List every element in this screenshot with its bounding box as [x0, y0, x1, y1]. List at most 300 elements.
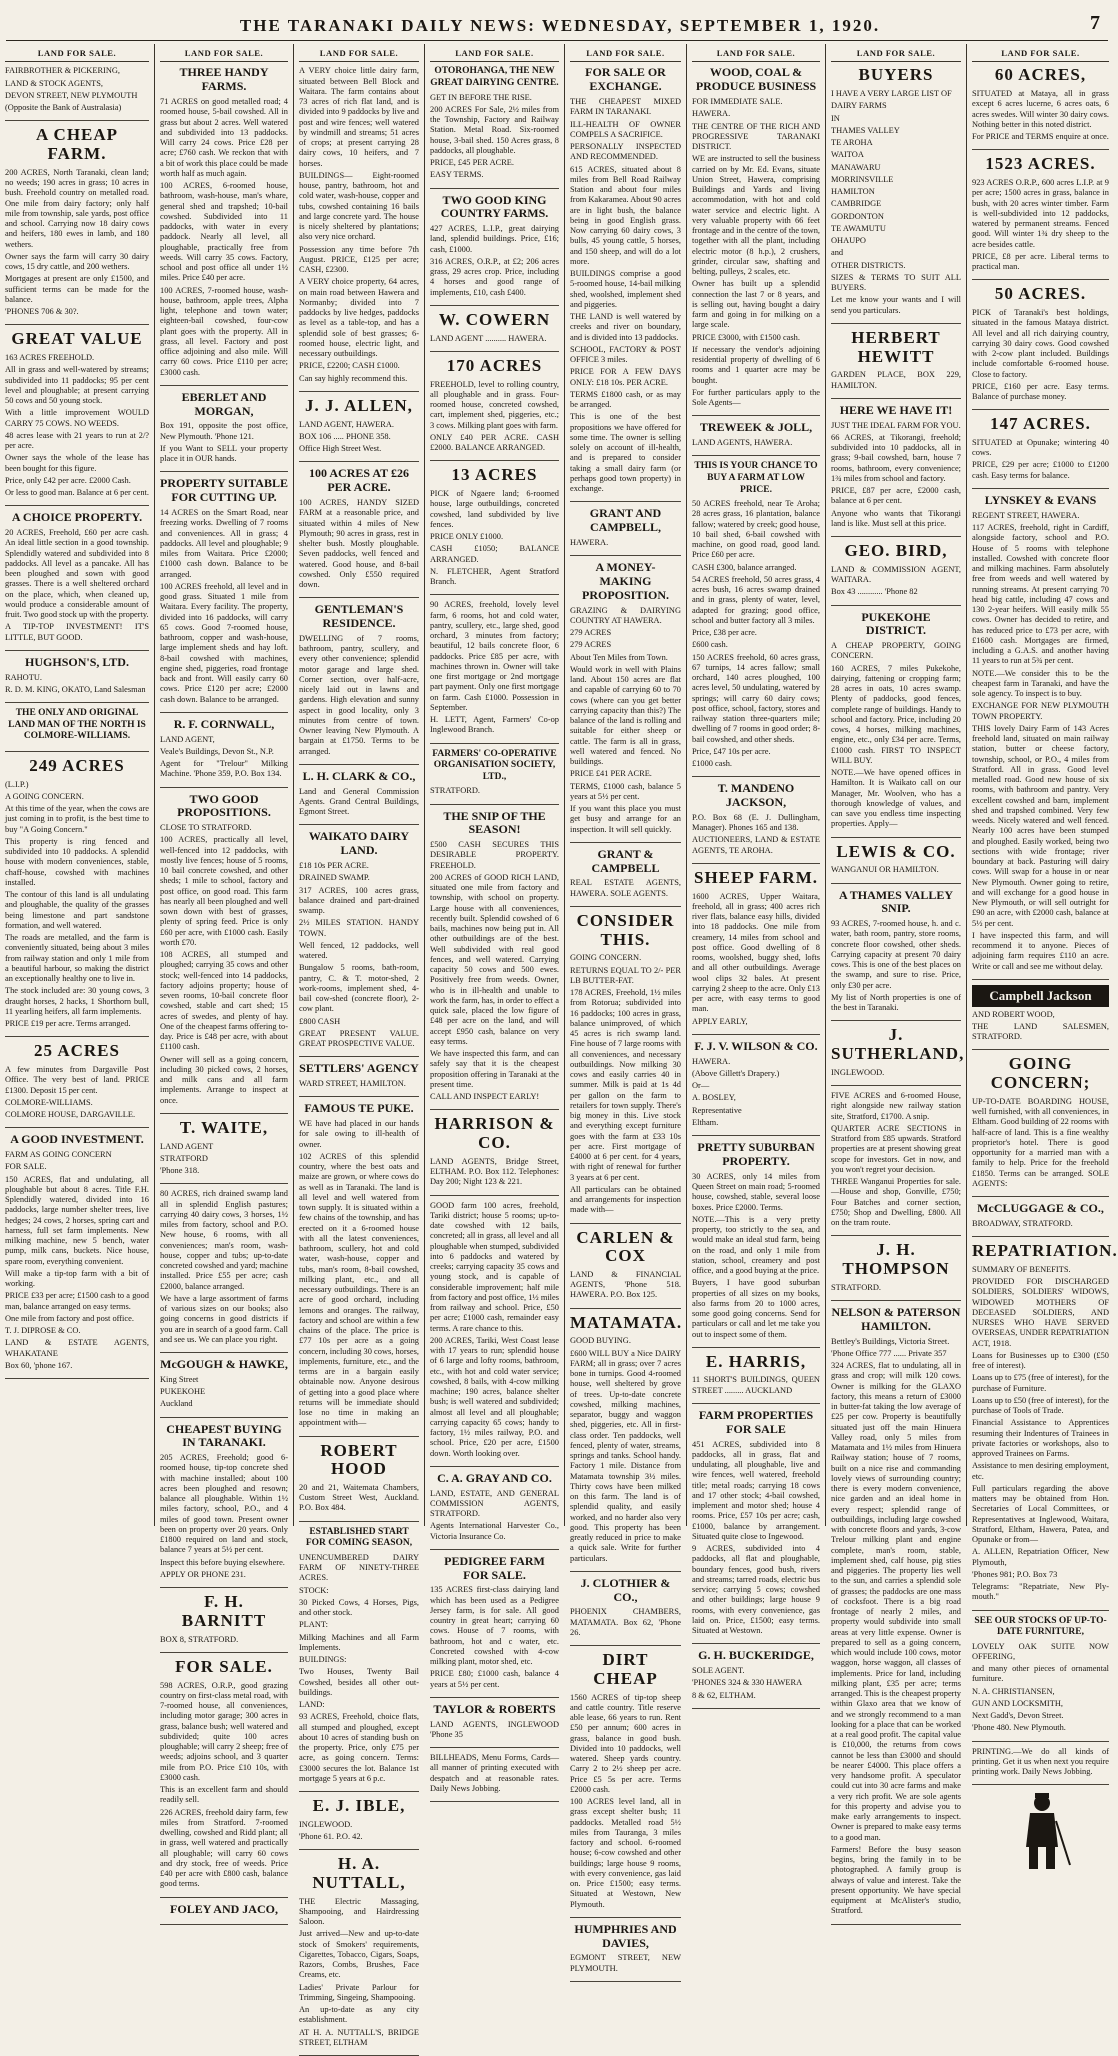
- ad-line: 20 ACRES, Freehold, £60 per acre cash. An ideal little section in a good township. Splendidly watered and subdivided into 8 paddocks. All level as a pancake. All has been ploughed and sown with good grasses. There is a well sheltered orchard on the place, which, when cleaned up, would produce a considerable amount of fruit. Two good stock up with the property.: [5, 528, 149, 620]
- ad-line: UP-TO-DATE BOARDING HOUSE, well furnished, with all conveniences, in Eltham. Good building of 22 rooms with half-acre of land. This is a fine wealthy proprietor's hotel. There is good opportunity for a married man with a family to help. Price for the freehold £1850. Terms can be arranged. SOLE AGENTS:: [972, 1096, 1109, 1188]
- ad-title: A THAMES VALLEY SNIP.: [838, 887, 954, 916]
- advertisement: [430, 1753, 559, 1802]
- ad-line: 205 ACRES, Freehold; good 6-roomed house, tip-top concrete shed with machine installed; about 100 acres been ploughed and resown; balance all ploughable. Within 1½ miles factory, school, P.O., and 4 miles of good town. Present owner been on property over 20 years. Only £1800 required on land and stock, balance 7 years at 5½ per cent.: [160, 1453, 288, 1555]
- ad-line: PRICE, £160 per acre. Easy terms. Balance of purchase money.: [972, 381, 1109, 402]
- ad-line: THE LAND SALESMEN, STRATFORD.: [972, 1021, 1109, 1042]
- ad-title: THREE HANDY FARMS.: [179, 65, 269, 94]
- ad-line: APPLY OR PHONE 231.: [160, 1569, 246, 1579]
- ad-line: COLMORE HOUSE, DARGAVILLE.: [5, 1110, 136, 1119]
- ad-line: 150 ACRES, flat and undulating, all ploughable but about 8 acres. Title F.H. Splendidly watered, divided into 16 paddocks, large number shelter trees, live hedges; 24 cows, 2 horses, spring cart and harness, full set farm implements. New milking machine, new 5 bench, water pump, milk cans, buckets. Nice house, spare room, everything convenient.: [5, 1174, 149, 1266]
- advertisement: [160, 1593, 288, 1653]
- ad-line: THE Electric Massaging, Shampooing, and Hairdressing Saloon.: [299, 1896, 419, 1927]
- ad-line: DAIRY FARMS: [831, 101, 887, 111]
- advertisement: [5, 708, 149, 752]
- ad-line: Let me know your wants and I will send you particulars.: [831, 295, 961, 315]
- ad-line: and many other pieces of ornamental furniture.: [972, 1664, 1109, 1684]
- ad-line: HAWERA.: [692, 1056, 731, 1066]
- column-heading: LAND FOR SALE.: [430, 44, 559, 62]
- ad-line: PUKEKOHE: [160, 1387, 206, 1397]
- ad-list: [972, 65, 1118, 1785]
- ad-title: THIS IS YOUR CHANCE TO BUY A FARM AT LOW PRICE.: [694, 461, 818, 495]
- ad-line: NOTE.—We have opened offices in Hamilton. It is Waikato call on our Manager, Mr. Woolven, who has a thorough knowledge of values, and can save you endless time inspecting properties. Apply—: [831, 768, 961, 829]
- ad-line: ILL-HEALTH OF OWNER COMPELS A SACRIFICE.: [570, 119, 681, 139]
- advertisement: [299, 603, 419, 765]
- ad-title: R. F. CORNWALL,: [173, 716, 275, 731]
- ad-line: MANAWARU: [831, 162, 881, 172]
- ad-line: Bettley's Buildings, Victoria Street.: [831, 1336, 950, 1346]
- ad-line: 100 ACRES level land, all in grass except shelter bush; 11 paddocks. Metalled road 5½ miles from Tauranga, 3 miles factory and school. 6-roomed house; 6-cow cowshed and other buildings; large house 9 rooms, with every convenience, gas laid on. Price £1500; easy terms. Situated at Westown, New Plymouth.: [570, 1797, 681, 1909]
- ad-title: C. A. GRAY AND CO.: [437, 1470, 552, 1485]
- ad-line: LAND & STOCK AGENTS,: [5, 78, 104, 88]
- ad-title: J. H. THOMPSON: [842, 1240, 950, 1278]
- ad-title: PRETTY SUBURBAN PROPERTY.: [697, 1140, 815, 1168]
- ad-line: Price, £38 per acre.: [692, 628, 757, 638]
- column-5: [565, 44, 687, 1973]
- ad-line: Owner says the whole of the lease has been bought for this figure.: [5, 453, 149, 473]
- advertisement: [160, 66, 288, 385]
- ad-title: GREAT VALUE: [11, 329, 143, 349]
- ad-line: N. FLETCHER, Agent Stratford Branch.: [430, 566, 559, 587]
- ad-line: BOX 8, STRATFORD.: [160, 1634, 239, 1644]
- ad-line: EXCHANGE FOR NEW PLYMOUTH TOWN PROPERTY.: [972, 701, 1109, 721]
- ad-line: Mortgages at present are only £1500, and sufficient terms can be made for the balance.: [5, 274, 149, 304]
- ad-line: 'Phone 480. New Plymouth.: [972, 1723, 1066, 1733]
- ad-line: H. LETT, Agent, Farmers' Co-op Inglewood Branch.: [430, 715, 559, 735]
- advertisement: [570, 848, 681, 907]
- ad-line: 14 ACRES on the Smart Road, near freezing works. Dwelling of 7 rooms and conveniences. All in grass; 4 paddocks. All level and ploughable; 9 miles from Waitara. Price £2000; £1000 cash down. Balance to be arranged.: [160, 508, 288, 579]
- ad-title: FOLEY AND JACO,: [170, 1901, 278, 1916]
- advertisement: [972, 985, 1109, 1051]
- ad-line: A. ALLEN, Repatriation Officer, New Plymouth,: [972, 1547, 1109, 1567]
- ad-line: GRAZING & DAIRYING COUNTRY AT HAWERA.: [570, 605, 681, 625]
- ad-line: Anyone who wants that Tikorangi land is like. Must sell at this price.: [831, 508, 961, 528]
- ad-title: HUGHSON'S, LTD.: [25, 654, 129, 669]
- ad-line: Office High Street West.: [299, 444, 382, 454]
- advertisement: [972, 415, 1109, 489]
- ad-line: GREAT PRESENT VALUE. GREAT PROSPECTIVE VALUE.: [299, 1028, 419, 1048]
- ad-line: PERSONALLY INSPECTED AND RECOMMENDED.: [570, 142, 681, 162]
- ad-line: SOLE AGENT.: [692, 1666, 745, 1676]
- ad-line: DWELLING of 7 rooms, bathroom, pantry, scullery, and every other convenience; splendid motor garage and large shed. Corner section, over half-acre, nicely laid out in lawns and gardens. High elevation and sunny aspect in good locality, only 3 minutes from centre of town. Owner leaving New Plymouth. A bargain at £1750. Terms to be arranged.: [299, 633, 419, 756]
- ad-line: Loans up to £50 (free of interest), for the purchase of Tools of Trade.: [972, 1395, 1109, 1415]
- advertisement: [692, 461, 820, 777]
- ad-line: All in grass and well-watered by streams; subdivided into 11 paddocks; 95 per cent level and ploughable; at present carrying 50 cows and 50 young stock.: [5, 365, 149, 406]
- ad-line: GORDONTON: [831, 211, 884, 221]
- gentleman-illustration: [1002, 1791, 1080, 1873]
- ad-title: H. A. NUTTALL,: [312, 1854, 406, 1892]
- ad-line: A TIP-TOP INVESTMENT! IT'S LITTLE, BUT GOOD.: [5, 622, 149, 642]
- advertisement: [570, 1923, 681, 1982]
- ad-line: BOX 106 ..... PHONE 358.: [299, 431, 391, 441]
- ad-line: About Ten Miles from Town.: [570, 652, 668, 662]
- advertisement: [5, 126, 149, 325]
- ad-line: 20 and 21, Waitemata Chambers, Custom Street West, Auckland. P.O. Box 484.: [299, 1482, 419, 1513]
- ad-title: CARLEN & COX: [576, 1227, 675, 1266]
- ad-title: HARRISON & CO.: [434, 1114, 555, 1153]
- ad-line: Owner says the farm will carry 30 dairy cows, 15 dry cattle, and 200 wethers.: [5, 251, 149, 272]
- ad-line: PICK of Ngaere land; 6-roomed house, large outbuildings, concreted cowshed, land subdivided by live fences.: [430, 489, 559, 529]
- ad-title: E. HARRIS,: [705, 1351, 807, 1371]
- ad-line: 200 ACRES, North Taranaki, clean land; no weeds; 190 acres in grass; 10 acres in bush. Freehold country on metalled road. One mile from dairy factory; only half mile from township, sale yards, post office and school. Carrying now 18 dairy cows and heifers, 180 ewes in lamb, and 180 wethers.: [5, 167, 149, 249]
- ad-title: 1523 ACRES.: [985, 154, 1096, 174]
- ad-line: Loans for Businesses up to £300 (£50 free of interest).: [972, 1350, 1109, 1370]
- advertisement: [972, 494, 1109, 980]
- ad-line: HAWERA.: [570, 537, 609, 547]
- ad-line: 100 ACRES freehold, all level and in good grass. Situated 1 mile from Waitara. Every facility. The property, divided into 16 paddocks, will carry 65 cows. Good 7-roomed house, bathroom, copper and wash-house, large implement sheds and hay loft. 8-bail cowshed with machines, engine shed, piggeries, road frontage back and front. Will easily carry 60 cows. Price £120 per acre; £2000 cash down. Balance to be arranged.: [160, 581, 288, 704]
- advertisement: [299, 1062, 419, 1097]
- ad-line: This is an excellent farm and should readily sell.: [160, 1785, 288, 1805]
- advertisement: [972, 1747, 1109, 1786]
- ad-line: DRAINED SWAMP.: [299, 873, 370, 883]
- ad-line: NOTE.—We consider this to be the cheapest farm in Taranaki, and have the sole agency. To inspect is to buy.: [972, 668, 1109, 699]
- advertisement: [831, 329, 961, 399]
- ad-line: Farmers! Before the busy season begins, bring the family in to be photographed. A family group is always of value and interest. Take the present opportunity. We have special equipment at McAlister's studio, Stratford.: [831, 1844, 961, 1916]
- ad-line: P.O. Box 68 (E. J. Dullingham, Manager). Phones 165 and 138.: [692, 812, 820, 833]
- ad-line: PRICE £3000, with £1500 cash.: [692, 332, 800, 342]
- advertisement: [299, 397, 419, 462]
- column-1: [0, 44, 155, 1526]
- ad-title: F. J. V. WILSON & CO.: [694, 1038, 818, 1053]
- advertisement: [831, 611, 961, 838]
- ad-title: 147 ACRES.: [990, 414, 1091, 434]
- ad-line: 'Phone 61. P.O. 42.: [299, 1832, 363, 1842]
- ad-line: R. D. M. KING, OKATO, Land Salesman: [5, 684, 146, 694]
- ad-line: A VERY choice little dairy farm, situated between Bell Block and Waitara. The farm contains about 73 acres of rich flat land, and is divided into 9 paddocks by live and post and wire fences; well watered by windmill and streams; 51 acres of crops; at present carrying 28 dairy cows, 10 heifers, and 7 horses.: [299, 66, 419, 168]
- ad-line: SIZES & TERMS TO SUIT ALL BUYERS.: [831, 272, 961, 293]
- ad-line: THIS lovely Dairy Farm of 143 Acres freehold land, situated on main railway station, butter or cheese factory, township, school, or P.O., 4 miles from Stratford. All in grass. Good level metalled road. Good new house of six rooms, with bathroom and pantry. Very excellent cowshed and barn, implement shed and trapshed combined. Very few weeds. Nicely watered and well fenced. Nearly 100 acres have been stumped and ploughed. Easily worked, being two sections with wide frontage; river boundary at back. Pasturing will dairy cows. Will swap for a house in or near New Plymouth. Owner going to retire, and will exchange for a good house in New Plymouth, or will sell outright for £90 an acre, with £2000 cash, balance at 5½ per cent.: [972, 723, 1109, 928]
- ad-line: Well fenced, 12 paddocks, well watered.: [299, 940, 419, 960]
- ad-line: The stock included are: 30 young cows, 3 draught horses, 2 hacks, 1 Shorthorn bull, 11 yearling heifers, all farm implements.: [5, 986, 149, 1016]
- ad-line: PICK of Taranaki's best holdings, situated in the famous Mataya district. All level and all rich dairying country, carrying 30 dairy cows. Good cowshed with 2-cow plant included. Buildings include comfortable 6-roomed house. Close to factory.: [972, 308, 1109, 379]
- ad-line: 54 ACRES freehold, 50 acres grass, 4 acres bush, 16 acres swamp drained and in grass, plenty of water, level, adapted for grazing; good office, school and butter factory all 3 miles.: [692, 574, 820, 625]
- ad-line: Just arrived—New and up-to-date stock of Smokers' requirements, Cigarettes, Tobacco, Cigars, Soaps, Razors, Combs, Brushes, Face Creams, etc.: [299, 1929, 419, 1980]
- ad-line: BUILDINGS— Eight-roomed house, pantry, bathroom, hot and cold water, wash-house, copper and tubs, cowshed containing 16 bails and large concrete yard. The house is nicely sheltered by plantations; also very nice orchard.: [299, 170, 419, 242]
- ad-title: PEDIGREE FARM FOR SALE.: [444, 1553, 545, 1582]
- ad-line: 48 acres lease with 21 years to run at 2/? per acre.: [5, 430, 149, 451]
- advertisement: [160, 1119, 288, 1184]
- ad-title: THE SNIP OF THE SEASON!: [443, 808, 546, 837]
- ad-line: Box 191, opposite the post office, New Plymouth. 'Phone 121.: [160, 421, 288, 441]
- advertisement: [972, 66, 1109, 150]
- ad-line: CAMBRIDGE: [831, 199, 882, 209]
- advertisement: [570, 912, 681, 1224]
- column-heading: LAND FOR SALE.: [570, 44, 681, 62]
- advertisement: [430, 600, 559, 743]
- ad-line: 324 ACRES, flat to undulating, all in grass and crop; will milk 120 cows. Owner is milking for the GLAXO factory, this means a return of £3000 in butter-fat taking the low average of £25 per cow. Property is beautifully situated just off the main Hinuera Valley road, only 5 miles from Matamata and 1½ miles from Hinuera Railway station; house of 7 rooms, built on a nice rise and commanding lovely views of surrounding country; there is every modern convenience, nice garden and an ideal home in every respect; splendid range of outbuildings, including large cowshed with concrete floors and yards, 3-cow Trelour milking plant and engine complete, man's room, stable, implement shed, calf house, pig sties and piggeries. The property lies well to the sun, and carries a splendid sole of grasses; the paddocks are one mass of cocksfoot. There is a big road frontage of nearly 2 miles, and property would subdivide into small areas at very little expense. Owner is prepared to sell as a going concern, which would include 100 cows, motor waggon, horse waggon, all classes of implements. Price for land, including milking plant, £35 per acre; terms arranged. This is the cheapest property within Glaxo area that we know of and we strongly recommend to a man looking for a place that can be worked at a real good profit. The capital value is £10,000, the returns from cows cannot be less than £3000 and should be nearer £4000. This place offers a very handsome profit. A speculator could cut into 30 acre farms and make a very rich profit. We are sole agents for this property and advise you to make early arrangements to inspect. Owner is prepared to make easy terms to a good man.: [831, 1361, 961, 1842]
- ad-line: PRINTING.—We do all kinds of printing. Get it us when next you require printing work. Daily News Jobbing.: [972, 1746, 1109, 1777]
- ad-line: MORRINSVILLE: [831, 174, 894, 184]
- ad-line: ONLY £40 PER ACRE. CASH £2000. BALANCE ARRANGED.: [430, 432, 559, 453]
- ad-line: REGENT STREET, HAWERA.: [972, 510, 1080, 520]
- ad-title: FARMERS' CO-OPERATIVE ORGANISATION SOCIETY, LTD.,: [432, 748, 557, 782]
- ad-title: 249 ACRES: [29, 755, 125, 775]
- ad-line: LAND AGENTS, INGLEWOOD 'Phone 35: [430, 1719, 559, 1739]
- ad-list: [299, 66, 419, 2056]
- advertisement: [160, 1658, 288, 1898]
- ad-line: Representative: [692, 1105, 742, 1115]
- ad-title: REPATRIATION.: [972, 1241, 1118, 1261]
- ad-line: Owner has built up a splendid connection the last 7 or 8 years, and is selling out, having bought a dairy farm and going in for milking on a large scale.: [692, 279, 820, 330]
- ad-line: 30 Picked Cows, 4 Horses, Pigs, and other stock.: [299, 1597, 419, 1618]
- ad-title: MATAMATA.: [570, 1312, 683, 1332]
- advertisement: [972, 1241, 1118, 1610]
- ad-line: BROADWAY, STRATFORD.: [972, 1218, 1073, 1228]
- ad-line: (L.I.P.): [5, 779, 29, 789]
- ad-line: N. A. CHRISTIANSEN,: [972, 1686, 1055, 1696]
- ad-line: HAWERA.: [692, 109, 731, 119]
- ad-line: FREEHOLD, level to rolling country, all ploughable and in grass. Four-roomed house, concreted cowshed, cart, implement shed, piggeries, etc.; 3 cows. Milking plant goes with farm.: [430, 379, 559, 430]
- ad-line: INGLEWOOD.: [299, 1819, 353, 1829]
- ad-line: SITUATED at Opunake; wintering 40 cows.: [972, 437, 1109, 458]
- ad-line: Veale's Buildings, Devon St., N.P.: [160, 746, 274, 756]
- ad-title: J. CLOTHIER & CO.,: [580, 1575, 671, 1604]
- ad-line: AUCTIONEERS, LAND & ESTATE AGENTS, TE AROHA.: [692, 835, 820, 855]
- column-heading: LAND FOR SALE.: [692, 44, 820, 62]
- advertisement: [692, 66, 820, 416]
- masthead: [0, 0, 1114, 44]
- ad-line: GOOD farm 100 acres, freehold, Tariki district; house 5 rooms; up-to-date cowshed with 12 bails, concreted; all in grass, all level and all ploughable when stumped, subdivided into 6 paddocks and watered by creeks; carrying capacity 35 cows and young stock, and is capable of considerable improvement; half mile from factory and post office, 1½ miles from railway and school. Price, £50 per acre; £1000 cash, remainder easy terms. A rare chance to this.: [430, 1200, 559, 1333]
- ad-line: 100 ACRES, 7-roomed house, wash-house, bathroom, apple trees, Alpha light, telephone and town water; eighteen-bail cowshed, four-cow plant goes with the property. All in grass, all level. Factory and post office adjoining and also mile. Will carry 60 cows. Price £110 per acre; £3000 cash.: [160, 285, 288, 377]
- advertisement: [692, 421, 820, 456]
- ad-line: (Opposite the Bank of Australasia): [5, 103, 122, 113]
- ad-line: NOTE.—This is a very pretty property, too strictly to the sea, and would make an ideal stud farm, being on the road, and only 1 mile from station, school, creamery and post office, and a good buying at the price.: [692, 1214, 820, 1276]
- advertisement: [430, 66, 559, 188]
- ad-line: The roads are metalled, and the farm is conveniently situated, being about 3 miles from railway station and only 1 mile from a beautiful harbour, so making the district an exceptionally healthy one to live in.: [5, 933, 149, 984]
- advertisement: [430, 357, 559, 461]
- advertisement: [430, 194, 559, 306]
- column-2: [155, 44, 294, 1916]
- column-heading: LAND FOR SALE.: [831, 44, 961, 62]
- ad-line: PRICE £41 PER ACRE.: [570, 769, 652, 779]
- ad-line: FARM AS GOING CONCERN: [5, 1150, 112, 1160]
- ad-title: LEWIS & CO.: [836, 841, 956, 861]
- ad-line: 1560 ACRES of tip-top sheep and cattle country. Title reserve able lease, 66 years to run. Rent £50 per annum; 600 acres in grass, balance in good bush. Divided into 10 paddocks, well watered. Sheep yards country. Carry 2 to 2½ sheep per acre. Price £5 5s per acre. Terms £2000 cash.: [570, 1692, 681, 1794]
- ad-title: A MONEY-MAKING PROPOSITION.: [581, 560, 669, 602]
- ad-line: INGLEWOOD.: [831, 1067, 885, 1077]
- ad-line: WE are instructed to sell the business carried on by Mr. Ed. Evans, situate Union Street, Hawera, comprising Buildings and Yards and living accommodation, with hot and cold water service and electric light. A very valuable property with 66 feet frontage and in the centre of the town, together with all the plant, including electric motor (8 h.p.), 2 crushers, grinder, circular saw, shafting and belting, pulleys, 2 scales, etc.: [692, 154, 820, 277]
- ad-line: 'Phones 981; P.O. Box 73: [972, 1569, 1058, 1579]
- ad-title: GENTLEMAN'S RESIDENCE.: [314, 602, 404, 631]
- ad-line: 150 ACRES freehold, 60 acres grass, 67 turnips, 14 acres fallow; small orchard, 140 acres ploughed, 100 acres level, 50 undulating, watered by springs; will carry 60 dairy cows; post office, school, factory, stores and railway station three-quarters mile; dwelling of 7 rooms in good order; 8-bail cowshed, and other sheds.: [692, 652, 820, 744]
- ad-line: Price, only £42 per acre. £2000 Cash.: [5, 475, 131, 485]
- column-7: [826, 44, 967, 1916]
- column-6: [687, 44, 826, 1700]
- ad-line: 50 ACRES freehold, near Te Aroha; 28 acres grass, 16 plantation, balance fallow; watered by creek; good house, 10 bail shed, 6-bail cowshed with machine, on good road, good land. Price £60 per acre.: [692, 499, 820, 560]
- ad-line: Loans up to £75 (free of interest), for the purchase of Furniture.: [972, 1373, 1109, 1393]
- ad-title: HERBERT HEWITT: [851, 327, 941, 366]
- ad-line: TE AWAMUTU: [831, 223, 886, 233]
- ad-line: and: [831, 248, 844, 258]
- ad-title: NELSON & PATERSON HAMILTON.: [831, 1304, 961, 1333]
- ad-line: 427 ACRES, L.I.P., great dairying land, splendid buildings. Price, £16; cash, £1000.: [430, 224, 559, 254]
- column-3: [294, 44, 425, 2047]
- ad-title: J. J. ALLEN,: [305, 395, 413, 415]
- ad-line: COLMORE-WILLIAMS.: [5, 1097, 93, 1107]
- ad-line: 100 ACRES, practically all level, well-fenced into 12 paddocks, with mostly live fences; house of 5 rooms, 10 bail concrete cowshed, and other sheds; 1 mile to school, factory and post office, on good road. This farm has nearly all been ploughed and well sown down with best of grasses, plenty of spring feed. Price is only £60 per acre, with £1000 cash. Easily worth £70.: [160, 835, 288, 947]
- ad-title: 13 ACRES: [451, 465, 538, 485]
- advertisement: [831, 1306, 961, 1925]
- advertisement: [972, 285, 1109, 410]
- ad-line: 117 ACRES, freehold, right in Cardiff, alongside factory, school and P.O. House of 5 rooms with telephone installed. Cowshed with concrete floor and milking machines. Farm absolutely free from weeds and well watered by running streams. At present carrying 70 head big cattle, including 47 cows and 130 2-year heifers. Will easily milk 55 cows. Owner has decided to retire, and has reduced price to £73 per acre, with £1600 cash. Mortgages are firmed, including a G.A.S. and another having 11 years to run at 5¾ per cent.: [972, 523, 1109, 666]
- column-heading: LAND FOR SALE.: [972, 44, 1109, 62]
- ad-line: I have inspected this farm, and will recommend it to anyone. Pieces of adjoining farm requires £110 an acre. Write or call and see me without delay.: [972, 930, 1109, 971]
- ad-title: BUYERS: [858, 65, 934, 85]
- ad-line: FOR IMMEDIATE SALE.: [692, 97, 783, 107]
- advertisement: [430, 311, 559, 352]
- ad-line: PRICE, £2200; CASH £1000.: [299, 361, 400, 371]
- ad-title: G. H. BUCKERIDGE,: [698, 1648, 814, 1663]
- ad-line: 160 ACRES, 7 miles Pukekohe, dairying, fattening or cropping farm; 28 acres in oats, 10 acres swamp. Plenty of paddocks, good fences, complete range of buildings. Handy to school and factory. Price, including 20 cows, 4 horses, milking machines, engine, etc., only £34 per acre. Terms, £1000 cash. FIRST TO INSPECT WILL BUY.: [831, 663, 961, 765]
- ad-line: £18 10s PER ACRE.: [299, 861, 369, 870]
- ad-title: A GOOD INVESTMENT.: [10, 1132, 144, 1147]
- ad-title: TWO GOOD KING COUNTRY FARMS.: [440, 192, 549, 221]
- advertisement: [692, 1040, 820, 1136]
- ad-line: Bungalow 5 rooms, bath-room, pantry, C. & T. motor-shed, 2 work-rooms, implement shed, 4-bail cow-shed (concrete floor), 2-cow plant.: [299, 963, 419, 1014]
- ad-line: 316 ACRES, O.R.P., at £2; 206 acres grass, 29 acres crop. Price, including 4 horses and good range of implements, £10, cash £400.: [430, 256, 559, 297]
- ad-line: THREE Wanganui Properties for sale. —House and shop, Gonville, £750; Four Batches and corner section, £750; Shop and Dwelling, £800. All on the tram route.: [831, 1177, 961, 1228]
- column-heading: LAND FOR SALE.: [160, 44, 288, 62]
- advertisement: [831, 889, 961, 1022]
- ad-line: WAITOA: [831, 150, 864, 160]
- advertisement: [299, 770, 419, 826]
- advertisement: [430, 810, 559, 1111]
- ad-line: 615 ACRES, situated about 8 miles from Bell Road Railway Station and about four miles from Kakaramea. About 90 acres are in light bush, the balance being in good English grass. Now carrying 60 dairy cows, 3 bulls, 45 young cattle, 5 horses, and 150 sheep, and will do a lot more.: [570, 164, 681, 266]
- ad-line: 66 ACRES, at Tikorangi, freehold; subdivided into 10 paddocks, all in grass; 9-bail cowshed, barn, house 7 rooms, bathroom, every convenience; 1¾ miles from school and factory.: [831, 432, 961, 483]
- ad-line: Buyers, I have good suburban properties of all sizes on my books, also farms from 20 to 1000 acres, some good going concerns. Send for particulars or call and let me take you out to inspect some of them.: [692, 1278, 820, 1339]
- ad-line: Next Gadd's, Devon Street.: [972, 1711, 1064, 1721]
- advertisement: [831, 66, 961, 323]
- ad-line: For PRICE and TERMS enquire at once.: [972, 132, 1109, 142]
- ad-title: PUKEKOHE DISTRICT.: [861, 609, 931, 638]
- ad-line: LAND, ESTATE, AND GENERAL COMMISSION AGENTS, STRATFORD.: [430, 1488, 559, 1519]
- ad-title: FARM PROPERTIES FOR SALE: [698, 1407, 814, 1436]
- ad-line: BILLHEADS, Menu Forms, Cards—all manner of printing executed with despatch and at reasonable rates. Daily News Jobbing.: [430, 1753, 559, 1793]
- advertisement: [160, 477, 288, 712]
- ad-line: I HAVE A VERY LARGE LIST OF: [831, 89, 952, 99]
- advertisement: [5, 330, 149, 506]
- advertisement: [570, 1651, 681, 1918]
- advertisement: [160, 1189, 288, 1353]
- ad-title: McGOUGH & HAWKE,: [160, 1357, 288, 1372]
- ad-line: 9 ACRES, subdivided into 4 paddocks, all flat and ploughable, boundary fences, good bush, rivers and streams; tarred roads, electric bus service; carrying 5 cows; cowshed and other buildings; large house 9 rooms, with every convenience, gas laid on. Price, £1500; easy terms. Situated at Westown.: [692, 1544, 820, 1636]
- advertisement: [972, 155, 1109, 280]
- page-number: 7: [1090, 12, 1100, 34]
- ad-line: We have a large assortment of farms of various sizes on our books; also going concerns in good districts if you are in search of a good farm. Call and see us. We can place you right.: [160, 1293, 288, 1344]
- ad-line: A GOING CONCERN.: [5, 791, 84, 801]
- advertisement: [299, 830, 419, 1057]
- ad-line: 1600 ACRES, Upper Waitara, freehold, all in grass; 400 acres rich river flats, balance easy hills, divided into 18 paddocks. One mile from creamery, 14 miles from school and post office. Good dwelling of 8 rooms, woolshed, buggy shed, lofts and all other outbuildings. Average wool clips 32 bales. At present carrying 2 sheep to the acre. Only £13 per acre, with easy terms to good man.: [692, 891, 820, 1014]
- ad-line: PRICE, £8 per acre. Liberal terms to practical man.: [972, 251, 1109, 272]
- ad-line: LAND AGENT: [160, 1141, 214, 1151]
- ad-title: SETTLERS' AGENCY: [299, 1061, 419, 1076]
- ad-line: STRATFORD.: [831, 1282, 882, 1292]
- advertisement: [570, 1577, 681, 1646]
- ad-line: APPLY EARLY,: [692, 1016, 748, 1026]
- ad-line: Financial Assistance to Apprentices resuming their Indentures of Trainees in private factories or workshops, also to approved Trainees on Farms.: [972, 1418, 1109, 1458]
- ad-line: LAND & FINANCIAL AGENTS, 'Phone 518. HAWERA. P.O. Box 125.: [570, 1269, 681, 1300]
- ad-line: BUILDINGS comprise a good 5-roomed house, 14-bail milking shed, woolshed, implement shed and piggeries.: [570, 269, 681, 309]
- ad-line: THE CHEAPEST MIXED FARM IN TARANAKI.: [570, 97, 681, 117]
- ad-title: GOING CONCERN;: [990, 1054, 1091, 1093]
- advertisement: [5, 1042, 149, 1128]
- ad-line: 93 ACRES, Freehold, choice flats, all stumped and ploughed, except about 10 acres of standing bush on the property. Price, only £75 per acre, as going concern. Terms: £3000 secures the lot. Balance 1st mortgage 5 years at 6 p.c.: [299, 1712, 419, 1783]
- ad-line: Owner will sell as a going concern, including 30 picked cows, 2 horses, and milk cans and all farm implements. Arrange to inspect at once.: [160, 1054, 288, 1105]
- ad-line: EGMONT STREET, NEW PLYMOUTH.: [570, 1953, 681, 1973]
- ad-line: LAND AGENT,: [160, 734, 215, 744]
- ad-line: For further particulars apply to the Sole Agents—: [692, 387, 820, 408]
- ad-title: DIRT CHEAP: [593, 1650, 658, 1688]
- ad-line: PRICE ONLY £1000.: [430, 532, 504, 542]
- ad-line: Box 60, 'phone 167.: [5, 1360, 73, 1370]
- ad-line: Full particulars regarding the above matters may be obtained from Hon. Secretaries of Local Committees, or Representatives at Inglewood, Waitara, Stratford, Eltham, Hawera, Patea, and Opunake or from—: [972, 1483, 1109, 1544]
- ad-line: STOCK:: [299, 1585, 329, 1595]
- ad-line: JUST THE IDEAL FARM FOR YOU.: [831, 420, 961, 430]
- ad-title: SEE OUR STOCKS OF UP-TO-DATE FURNITURE,: [974, 1615, 1107, 1638]
- advertisement: [692, 1353, 820, 1404]
- ad-line: CALL AND INSPECT EARLY!: [430, 1092, 540, 1102]
- ad-list: [430, 66, 559, 1802]
- ad-line: 279 ACRES: [570, 628, 612, 638]
- ad-line: The contour of this land is all undulating and ploughable, the quality of the grasses being limestone and part sandstone formation, and well watered.: [5, 890, 149, 930]
- ad-line: 451 ACRES, subdivided into 8 paddocks, all in grass, flat and undulating, all ploughable, live and wire fences, well watered, freehold title; metal roads; carrying 18 cows and 17 other stock; 4-bail cowshed, implement and motor shed; house 4 rooms. Price, £57 10s per acre; cash, £1000, balance by arrangement. Situated quite close to Ingewood.: [692, 1439, 820, 1541]
- ad-line: STRATFORD.: [430, 786, 481, 796]
- ad-line: 317 ACRES, 100 acres grass, balance drained and part-drained swamp.: [299, 885, 419, 915]
- ad-line: Inspect this before buying elsewhere.: [160, 1557, 285, 1567]
- advertisement: [831, 843, 961, 884]
- advertisement: [160, 718, 288, 788]
- advertisement: [299, 1527, 419, 1792]
- advertisement: [570, 1314, 681, 1572]
- ad-line: Would work in well with Plains land. About 150 acres are flat and capable of carrying 60 to 70 cows (where can you get better carrying capacity than this?) The balance of the land is rolling and suitable for either sheep or cattle. The farm is all in grass, well watered and fenced. No buildings.: [570, 664, 681, 767]
- ad-line: PRICE, £29 per acre; £1000 to £1200 cash. Easy terms for balance.: [972, 460, 1109, 480]
- advertisement: [430, 466, 559, 595]
- ad-title: TWO GOOD PROPOSITIONS.: [177, 791, 271, 820]
- ad-title: LYNSKEY & EVANS: [984, 492, 1097, 507]
- advertisement: [692, 782, 820, 864]
- ad-line: Price, £47 10s per acre.: [692, 746, 771, 756]
- ad-line: 'PHONES 324 & 330 HAWERA: [692, 1678, 803, 1688]
- masthead-title: THE TARANAKI DAILY NEWS: WEDNESDAY, SEPTEMBER 1, 1920.: [239, 16, 881, 35]
- ad-title: THE ONLY AND ORIGINAL LAND MAN OF THE NORTH IS COLMORE-WILLIAMS.: [8, 708, 146, 742]
- advertisement: [5, 1133, 149, 1379]
- ad-title: J. SUTHERLAND,: [831, 1025, 965, 1064]
- ad-line: Milking Machines and all Farm Implements.: [299, 1632, 419, 1652]
- ad-line: 'Phone Office 777 ...... Private 357: [831, 1348, 947, 1358]
- advertisement: [972, 1055, 1109, 1197]
- ad-line: LAND & ESTATE AGENTS, WHAKATANE: [5, 1338, 149, 1358]
- advertisement: [831, 1091, 961, 1236]
- ad-title: CHEAPEST BUYING IN TARANAKI.: [166, 1421, 282, 1450]
- ad-line: One mile from factory and post office.: [5, 1313, 134, 1323]
- ad-title: HERE WE HAVE IT!: [839, 402, 953, 417]
- ad-line: WARD STREET, HAMILTON.: [299, 1079, 406, 1089]
- ad-title: TAYLOR & ROBERTS: [433, 1701, 556, 1716]
- ad-line: PRICE, £45 PER ACRE.: [430, 158, 514, 168]
- ad-line: TE AROHA: [831, 138, 873, 148]
- ad-title: ESTABLISHED START FOR COMING SEASON,: [305, 1526, 413, 1549]
- advertisement: [160, 1423, 288, 1589]
- ad-line: GUN AND LOCKSMITH,: [972, 1698, 1063, 1708]
- ad-line: A VERY choice property, 64 acres, on main road between Hawera and Normanby; divided into 7 paddocks by live hedges, paddocks as level as a table-top, and has a splendid sole of best grasses; 6-roomed house, electric light, and necessary outbuildings.: [299, 277, 419, 359]
- ad-title: 25 ACRES: [34, 1041, 120, 1061]
- ad-line: A CHEAP PROPERTY, GOING CONCERN.: [831, 641, 961, 661]
- ad-line: 'PHONES 706 & 30?.: [5, 307, 79, 317]
- advertisement: [299, 1797, 419, 1850]
- ad-line: King Street: [160, 1374, 199, 1384]
- ad-line: A. BOSLEY,: [692, 1093, 736, 1103]
- ad-line: 8 & 62, ELTHAM.: [692, 1690, 756, 1700]
- ad-line: SUMMARY OF BENEFITS.: [972, 1264, 1071, 1274]
